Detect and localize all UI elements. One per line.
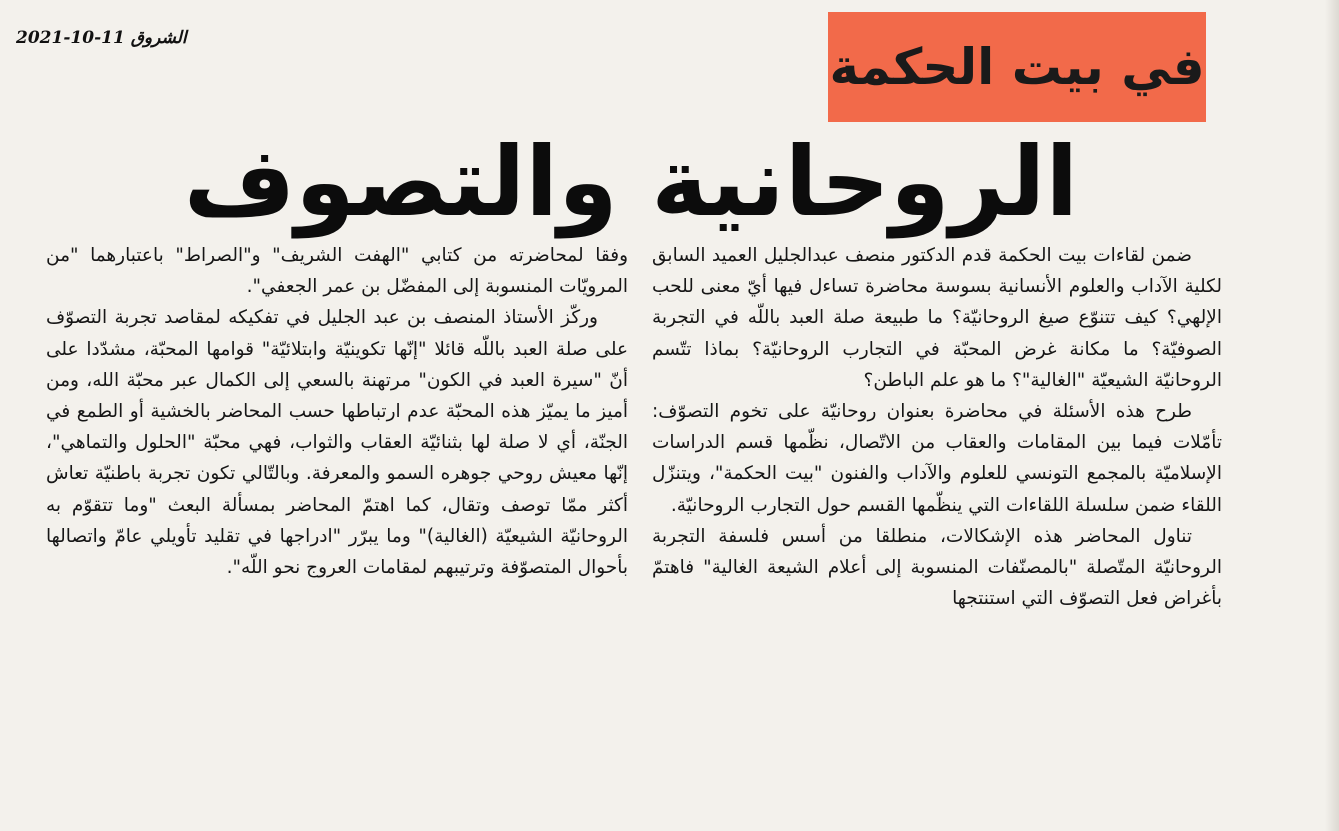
section-banner — [828, 12, 1206, 122]
article-column-left — [46, 240, 628, 583]
paragraph: ضمن لقاءات بيت الحكمة قدم الدكتور منصف عبدالجليل العميد السابق لكلية الآداب والعلوم الأنسانية بسوسة محاضرة تساءل فيها أيّ معنى للحب الإلهي؟ كيف تتنوّع صيغ الروحانيّة؟ ما طبيعة صلة العبد باللّه في التجربة الصوفيّة؟ ما مكانة غرض المحبّة في التجارب الروحانيّة؟ بماذا تتّسم الروحانيّة الشيعيّة "الغالية"؟ ما هو علم الباطن؟ — [652, 245, 1222, 391]
paragraph: طرح هذه الأسئلة في محاضرة بعنوان روحانيّة على تخوم التصوّف: تأمّلات فيما بين المقامات والعقاب من الاتّصال، نظّمها قسم الدراسات الإسلاميّة بالمجمع التونسي للعلوم والآداب والفنون "بيت الحكمة"، ويتنزّل اللقاء ضمن سلسلة اللقاءات التي ينظّمها القسم حول التجارب الروحانيّة. — [652, 401, 1222, 516]
scan-edge — [1325, 0, 1339, 831]
section-label: في بيت الحكمة — [829, 38, 1205, 96]
paragraph: وركّز الأستاذ المنصف بن عبد الجليل في تفكيكه لمقاصد تجربة التصوّف على صلة العبد باللّه قائلا "إنّها تكوينيّة وابتلائيّة" قوامها المحبّة، مشدّدا على أنّ "سيرة العبد في الكون" مرتهنة بالسعي إلى الكمال عبر محبّة الله، ومن أميز ما يميّز هذه المحبّة عدم ارتباطها حسب المحاضر بالخشية أو الطمع في الجنّة، أي لا صلة لها بثنائيّة العقاب والثواب، فهي محبّة "الحلول والتماهي"، إنّها معيش روحي جوهره السمو والمعرفة. وبالتّالي تكون تجربة باطنيّة تعاش أكثر ممّا توصف وتقال، كما اهتمّ المحاضر بمسألة البعث "وما تتقوّم به الروحانيّة الشيعيّة (الغالية)" وما يبرّر "ادراجها في تقليد تأويلي عامّ واتصالها بأحوال المتصوّفة وترتيبهم لمقامات العروج نحو اللّه". — [46, 307, 628, 579]
dateline: الشروق 11-10-2021 — [16, 28, 187, 48]
article-column-right — [652, 240, 1222, 614]
headline: الروحانية والتصوف — [183, 126, 1079, 238]
paragraph: وفقا لمحاضرته من كتابي "الهفت الشريف" و"الصراط" باعتبارهما "من المرويّات المنسوبة إلى المفضّل بن عمر الجعفي". — [46, 245, 628, 298]
paragraph: تناول المحاضر هذه الإشكالات، منطلقا من أسس فلسفة التجربة الروحانيّة المتّصلة "بالمصنّفات المنسوبة إلى أعلام الشيعة الغالية" فاهتمّ بأغراض فعل التصوّف التي استنتجها — [652, 525, 1222, 610]
